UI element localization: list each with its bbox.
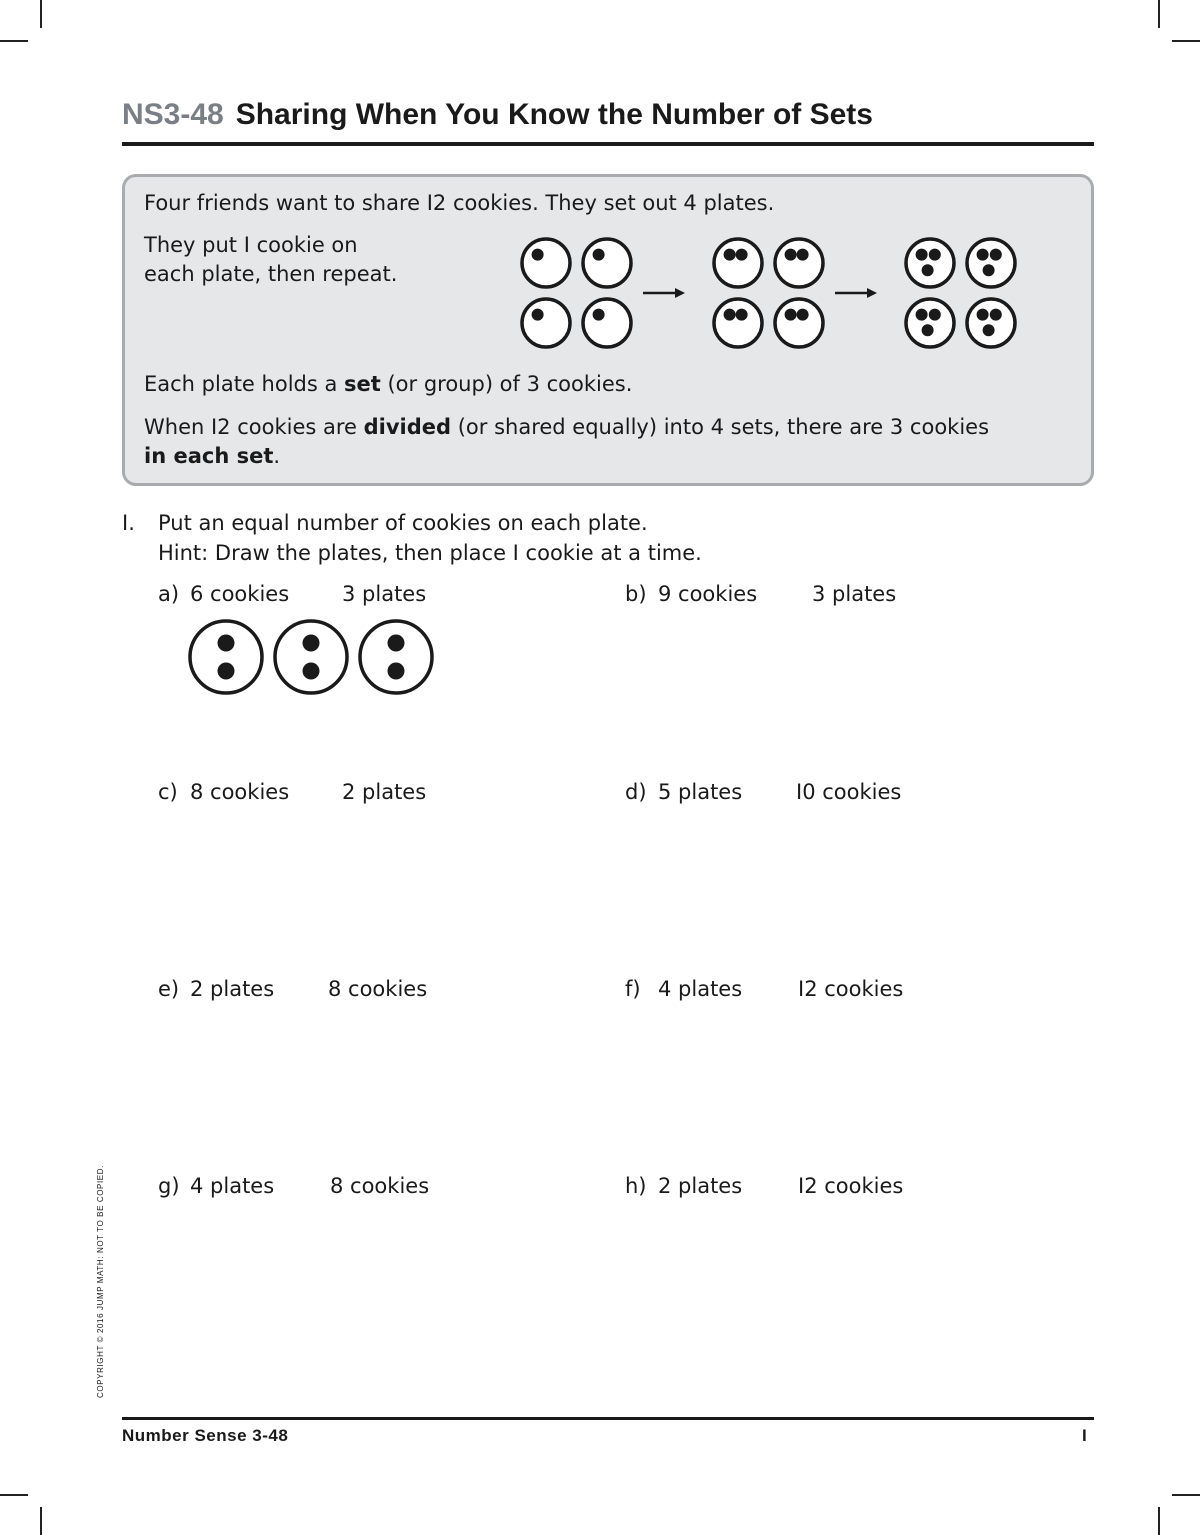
plate-circle (714, 299, 762, 347)
item-g-second: 8 cookies (330, 1174, 430, 1198)
intro-line-3 (144, 369, 632, 399)
item-h-second: I2 cookies (798, 1174, 904, 1198)
plate (906, 239, 954, 287)
plate-circle (190, 621, 262, 693)
intro-line-3-post: (or group) of 3 cookies. (380, 372, 633, 396)
plate-circle (906, 299, 954, 347)
cookie (922, 264, 934, 276)
plate-circle (522, 299, 570, 347)
term-set: set (344, 372, 381, 396)
item-c-second: 2 plates (342, 780, 427, 804)
item-f-second: I2 cookies (798, 977, 904, 1001)
plate (967, 239, 1015, 287)
cookie (532, 309, 544, 321)
cookie (593, 249, 605, 261)
intro-line-3-pre: Each plate holds a (144, 372, 345, 396)
right-arrow-icon (643, 288, 685, 298)
crop-mark (1158, 0, 1160, 28)
cookie (785, 309, 797, 321)
intro-line-4-pre: When I2 cookies are (144, 415, 364, 439)
plate (775, 239, 823, 287)
cookie (388, 663, 405, 680)
crop-mark (40, 1507, 42, 1535)
cookie (916, 309, 928, 321)
item-d-letter: d) (625, 780, 647, 804)
cookie (303, 635, 320, 652)
lesson-title: Sharing When You Know the Number of Sets (235, 98, 873, 131)
item-e-first: 2 plates (190, 977, 275, 1001)
cookie (736, 309, 748, 321)
cookie (929, 249, 941, 261)
plate-circle (583, 299, 631, 347)
plate-group-step-2 (714, 239, 823, 347)
item-h-letter: h) (625, 1174, 647, 1198)
cookie (983, 324, 995, 336)
question-hint: Hint: Draw the plates, then place I cookie at a time. (158, 541, 702, 565)
cookie (797, 309, 809, 321)
cookie (916, 249, 928, 261)
cookie (785, 249, 797, 261)
item-g-letter: g) (158, 1174, 180, 1198)
footer-section-label: Number Sense 3-48 (122, 1426, 289, 1445)
item-a-first: 6 cookies (190, 582, 290, 606)
item-f-letter: f) (625, 977, 641, 1001)
item-e-letter: e) (158, 977, 180, 1001)
intro-line-4-post: (or shared equally) into 4 sets, there are 3 cookies (451, 415, 990, 439)
cookie (724, 249, 736, 261)
cookie (532, 249, 544, 261)
plate (906, 299, 954, 347)
plate-circle (714, 239, 762, 287)
plate-circle (360, 621, 432, 693)
cookie (977, 249, 989, 261)
cookie (797, 249, 809, 261)
example-plate (360, 621, 432, 693)
plate (967, 299, 1015, 347)
copyright-notice: COPYRIGHT © 2016 JUMP MATH: NOT TO BE COPIED. (96, 1165, 105, 1398)
item-a-second: 3 plates (342, 582, 427, 606)
crop-mark (40, 0, 42, 28)
plate-circle (775, 299, 823, 347)
cookie (990, 309, 1002, 321)
page-number: I (1082, 1426, 1087, 1445)
plate (583, 239, 631, 287)
crop-mark (0, 40, 28, 42)
cookie (724, 309, 736, 321)
plate (775, 299, 823, 347)
lesson-code: NS3-48 (122, 98, 224, 131)
term-in-each-set: in each set (144, 444, 274, 468)
intro-line-2a: They put I cookie on (144, 233, 358, 257)
cookie (218, 635, 235, 652)
page-title (122, 98, 873, 132)
question-text: Put an equal number of cookies on each plate. (158, 511, 648, 535)
plate-group-step-1 (522, 239, 631, 347)
plate (714, 299, 762, 347)
intro-line-2b: each plate, then repeat. (144, 262, 398, 286)
plate-circle (522, 239, 570, 287)
item-b-letter: b) (625, 582, 647, 606)
cookie (388, 635, 405, 652)
term-divided: divided (363, 415, 452, 439)
plate-circle (906, 239, 954, 287)
cookie (990, 249, 1002, 261)
item-f-first: 4 plates (658, 977, 743, 1001)
example-plate (275, 621, 347, 693)
plate-circle (967, 299, 1015, 347)
footer-rule (122, 1417, 1094, 1420)
intro-line-5 (144, 441, 280, 471)
sharing-diagram (516, 230, 1032, 358)
plate-circle (775, 239, 823, 287)
cookie (929, 309, 941, 321)
plate-circle (275, 621, 347, 693)
plate (714, 239, 762, 287)
crop-mark (1158, 1507, 1160, 1535)
example-plates (184, 615, 444, 699)
right-arrow-icon (835, 288, 877, 298)
item-b-second: 3 plates (812, 582, 897, 606)
cookie (922, 324, 934, 336)
item-d-second: I0 cookies (796, 780, 902, 804)
plate-circle (583, 239, 631, 287)
cookie (593, 309, 605, 321)
item-h-first: 2 plates (658, 1174, 743, 1198)
plate (522, 239, 570, 287)
cookie (218, 663, 235, 680)
crop-mark (1172, 40, 1200, 42)
item-g-first: 4 plates (190, 1174, 275, 1198)
plate-circle (967, 239, 1015, 287)
question-number: I. (122, 511, 135, 535)
item-d-first: 5 plates (658, 780, 743, 804)
cookie (303, 663, 320, 680)
plate (522, 299, 570, 347)
item-c-first: 8 cookies (190, 780, 290, 804)
plate (583, 299, 631, 347)
cookie (736, 249, 748, 261)
item-b-first: 9 cookies (658, 582, 758, 606)
intro-line-1: Four friends want to share I2 cookies. They set out 4 plates. (144, 191, 775, 215)
plate-group-step-3 (906, 239, 1015, 347)
item-e-second: 8 cookies (328, 977, 428, 1001)
crop-mark (1172, 1494, 1200, 1496)
cookie (983, 264, 995, 276)
intro-line-5-post: . (273, 444, 281, 468)
item-a-letter: a) (158, 582, 180, 606)
intro-line-4 (144, 412, 989, 442)
cookie (977, 309, 989, 321)
example-plate (190, 621, 262, 693)
crop-mark (0, 1494, 28, 1496)
title-rule (122, 142, 1094, 146)
item-c-letter: c) (158, 780, 178, 804)
